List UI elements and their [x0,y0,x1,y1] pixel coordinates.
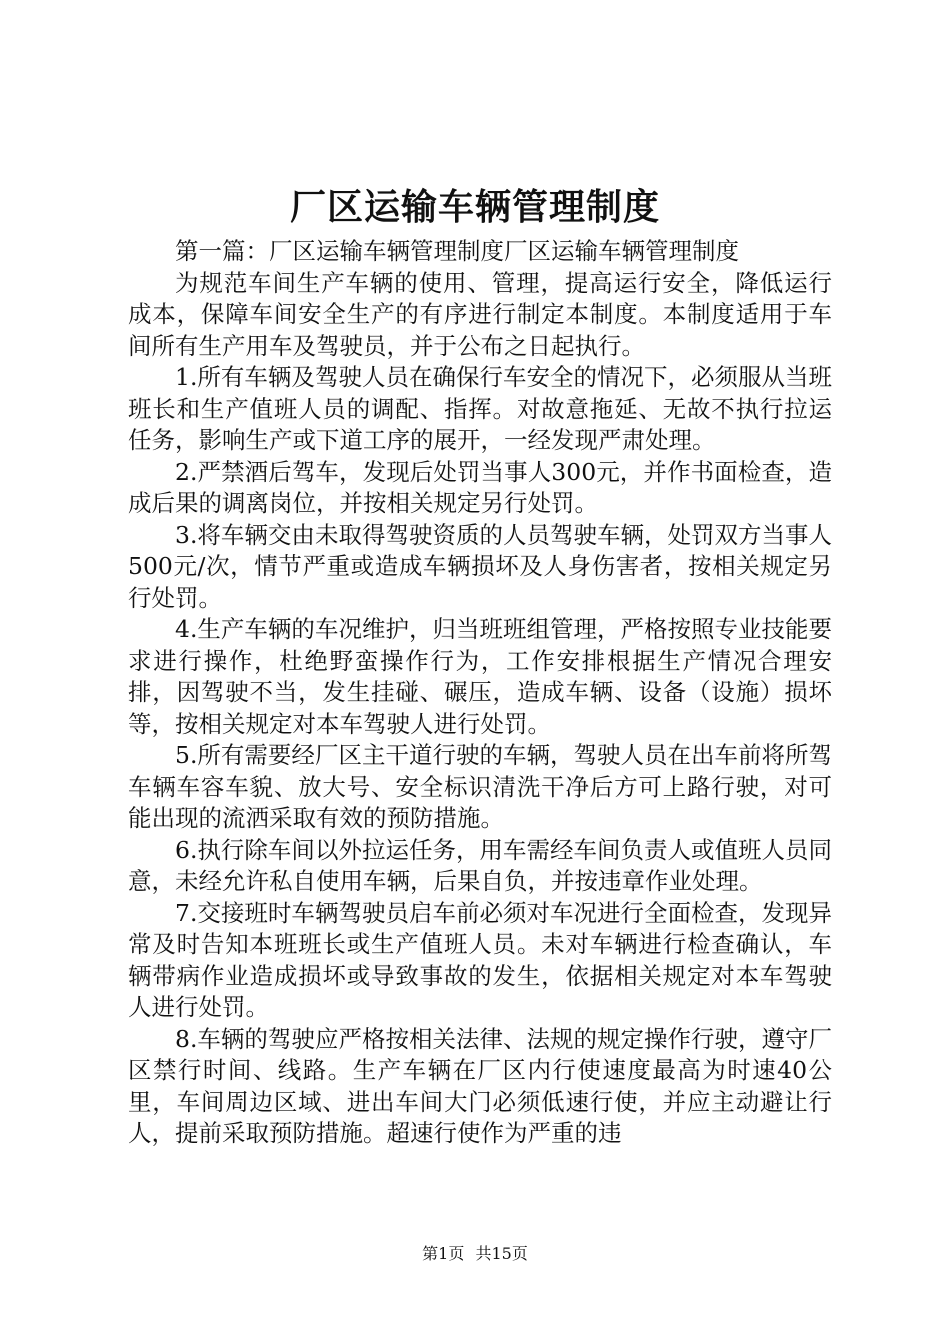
paragraph-rule-2: 2.严禁酒后驾车，发现后处罚当事人300元，并作书面检查，造成后果的调离岗位，并按相关规定另行处罚。 [128,457,832,517]
paragraph-heading: 第一篇：厂区运输车辆管理制度厂区运输车辆管理制度 [175,237,739,265]
paragraph-rule-3: 3.将车辆交由未取得驾驶资质的人员驾驶车辆，处罚双方当事人500元/次，情节严重或造成车辆损坏及人身伤害者，按相关规定另行处罚。 [128,520,832,612]
document-title: 厂区运输车辆管理制度 [289,186,660,228]
paragraph-rule-5: 5.所有需要经厂区主干道行驶的车辆，驾驶人员在出车前将所驾车辆车容车貌、放大号、安全标识清洗干净后方可上路行驶，对可能出现的流洒采取有效的预防措施。 [128,741,832,832]
document-body [128,236,832,1150]
page-footer [0,1243,950,1265]
paragraph-intro: 为规范车间生产车辆的使用、管理，提高运行安全，降低运行成本，保障车间安全生产的有序进行制定本制度。本制度适用于车间所有生产用车及驾驶员，并于公布之日起执行。 [128,268,832,360]
page-number: 第1页 [422,1244,465,1263]
page-total: 共15页 [475,1244,528,1263]
paragraph-rule-8: 8.车辆的驾驶应严格按相关法律、法规的规定操作行驶，遵守厂区禁行时间、线路。生产车辆在厂区内行使速度最高为时速40公里，车间周边区域、进出车间大门必须低速行使，并应主动避让行人，提前采取预防措施。超速行使作为严重的违 [128,1024,832,1147]
paragraph-rule-6: 6.执行除车间以外拉运任务，用车需经车间负责人或值班人员同意，未经允许私自使用车辆，后果自负，并按违章作业处理。 [128,835,832,895]
paragraph-rule-7: 7.交接班时车辆驾驶员启车前必须对车况进行全面检查，发现异常及时告知本班班长或生产值班人员。未对车辆进行检查确认，车辆带病作业造成损坏或导致事故的发生，依据相关规定对本车驾驶人进行处罚。 [128,898,832,1021]
paragraph-rule-4: 4.生产车辆的车况维护，归当班班组管理，严格按照专业技能要求进行操作，杜绝野蛮操作行为，工作安排根据生产情况合理安排，因驾驶不当，发生挂碰、碾压，造成车辆、设备（设施）损坏等，按相关规定对本车驾驶人进行处罚。 [128,615,832,738]
paragraph-rule-1: 1.所有车辆及驾驶人员在确保行车安全的情况下，必须服从当班班长和生产值班人员的调配、指挥。对故意拖延、无故不执行拉运任务，影响生产或下道工序的展开，一经发现严肃处理。 [128,363,832,454]
